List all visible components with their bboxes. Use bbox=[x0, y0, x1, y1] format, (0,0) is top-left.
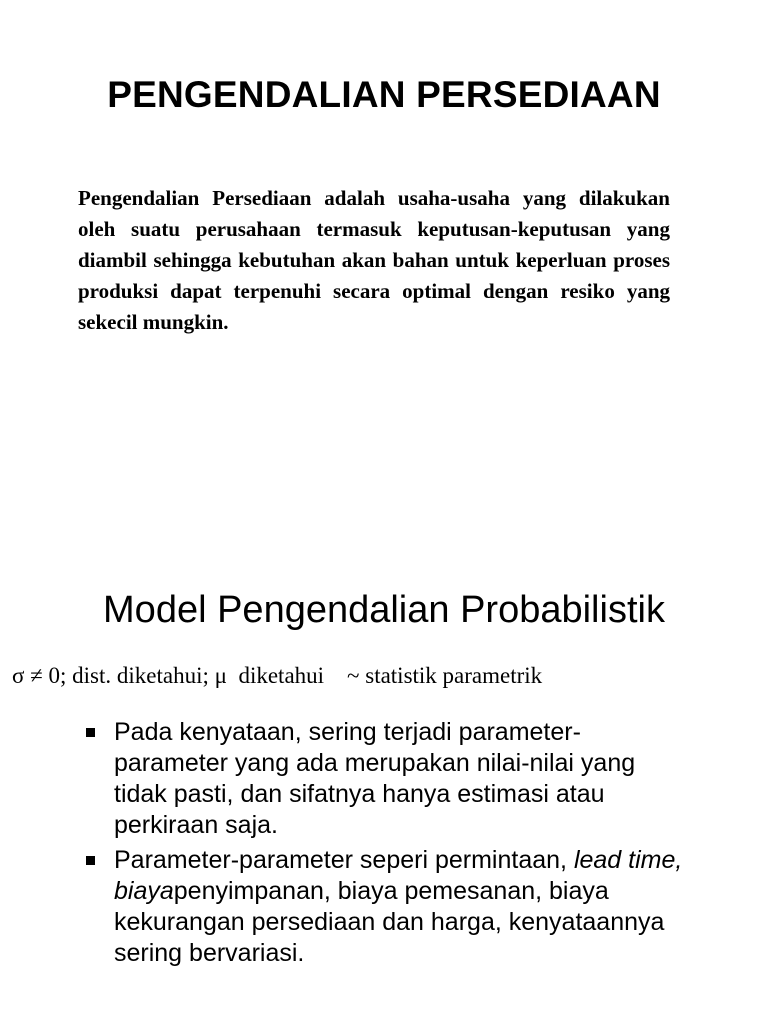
formula-line bbox=[12, 661, 756, 691]
bullet-list bbox=[86, 717, 686, 973]
bullet-text: Pada kenyataan, sering terjadi parameter-parameter yang ada merupakan nilai-nilai yang tidak pasti, dan sifatnya hanya estimasi atau perkiraan saja. bbox=[114, 718, 636, 839]
bullet-item bbox=[86, 717, 686, 841]
definition-paragraph: Pengendalian Persediaan adalah usaha-usaha yang dilakukan oleh suatu perusahaan termasuk keputusan-keputusan yang diambil sehingga kebutuhan akan bahan untuk keperluan proses produksi dapat terpenuhi secara optimal dengan resiko yang sekecil mungkin. bbox=[78, 186, 670, 334]
slide-title: PENGENDALIAN PERSEDIAAN bbox=[107, 74, 661, 115]
formula-conditions: σ ≠ 0; dist. diketahui; μ diketahui bbox=[12, 663, 325, 688]
slide-title: Model Pengendalian Probabilistik bbox=[103, 589, 665, 631]
square-bullet-icon bbox=[86, 856, 95, 865]
bullet-text-end: penyimpanan, biaya pemesanan, biaya kekurangan persediaan dan harga, kenyataannya sering bervariasi. bbox=[114, 877, 665, 967]
formula-method: ~ statistik parametrik bbox=[347, 663, 543, 688]
slide-2 bbox=[0, 512, 768, 1024]
bullet-text-italic: lead time, biaya bbox=[114, 846, 683, 905]
square-bullet-icon bbox=[86, 728, 95, 737]
bullet-text-start: Parameter-parameter seperi permintaan, bbox=[114, 846, 574, 874]
bullet-item bbox=[86, 845, 686, 969]
